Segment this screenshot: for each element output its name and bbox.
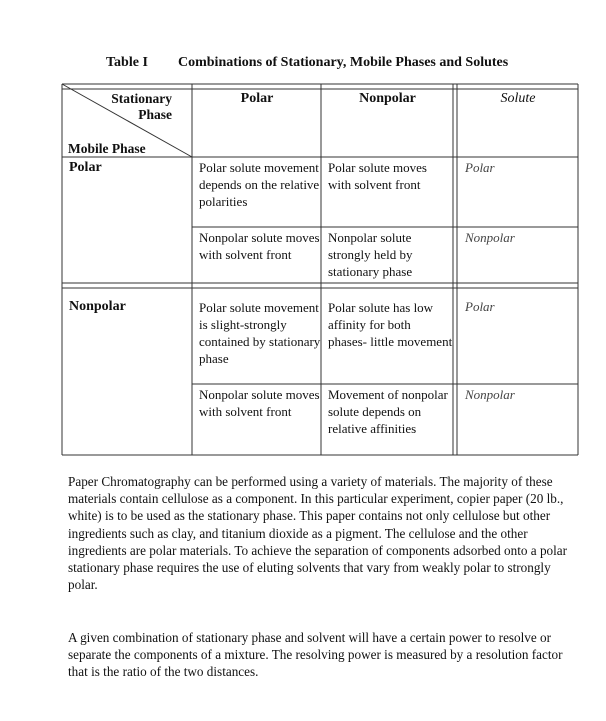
row-header-polar: Polar — [69, 160, 102, 175]
paragraph-materials: Paper Chromatography can be performed using a variety of materials. The majority of these materials contain cellulose as a component. In this particular experiment, copier paper (20 lb., white) is to be used as the stationary phase. This paper contains not only cellulose but other ingredients such as clay, and titanium dioxide as a pigment. The cellulose and the other ingredients are polar materials. To achieve the separation of components adsorbed onto a polar stationary phase requires the use of eluting solvents that vary from weakly polar to strongly polar. — [68, 474, 568, 593]
cell-solute-nonpolar: Nonpolar — [465, 230, 515, 245]
cell-solute-nonpolar-2: Nonpolar — [465, 387, 515, 402]
col-header-nonpolar: Nonpolar — [359, 91, 416, 106]
cell-polar-nonpolar-polar: Polar solute moves with solvent front — [328, 160, 427, 192]
cell-nonpolar-nonpolar-nonpolar: Movement of nonpolar solute depends on relative affinities — [328, 387, 448, 436]
cell-solute-polar-2: Polar — [465, 299, 495, 314]
cell-solute-polar: Polar — [465, 160, 495, 175]
table-title: Combinations of Stationary, Mobile Phases and Solutes — [178, 55, 509, 70]
table-number: Table I — [106, 55, 148, 70]
corner-stationary-line1: Stationary — [111, 91, 172, 106]
paragraph-resolving-power: A given combination of stationary phase and solvent will have a certain power to resolve or separate the components of a mixture. The resolving power is measured by a resolution factor that is the ratio of the two distances. — [68, 630, 563, 680]
cell-nonpolar-nonpolar-polar: Polar solute has low affinity for both phases- little movement — [328, 300, 453, 349]
corner-mobile-label: Mobile Phase — [68, 141, 146, 156]
cell-polar-polar-nonpolar: Nonpolar solute moves with solvent front — [199, 230, 320, 262]
col-header-solute: Solute — [500, 91, 536, 106]
cell-polar-nonpolar-nonpolar: Nonpolar solute strongly held by stationary phase — [328, 230, 413, 279]
corner-stationary-line2: Phase — [138, 107, 172, 122]
row-header-nonpolar: Nonpolar — [69, 299, 126, 314]
cell-nonpolar-polar-nonpolar: Nonpolar solute moves with solvent front — [199, 387, 320, 419]
col-header-polar: Polar — [240, 91, 274, 106]
cell-polar-polar-polar: Polar solute movement depends on the relative polarities — [199, 160, 320, 209]
cell-nonpolar-polar-polar: Polar solute movement is slight-strongly contained by stationary phase — [199, 300, 321, 366]
